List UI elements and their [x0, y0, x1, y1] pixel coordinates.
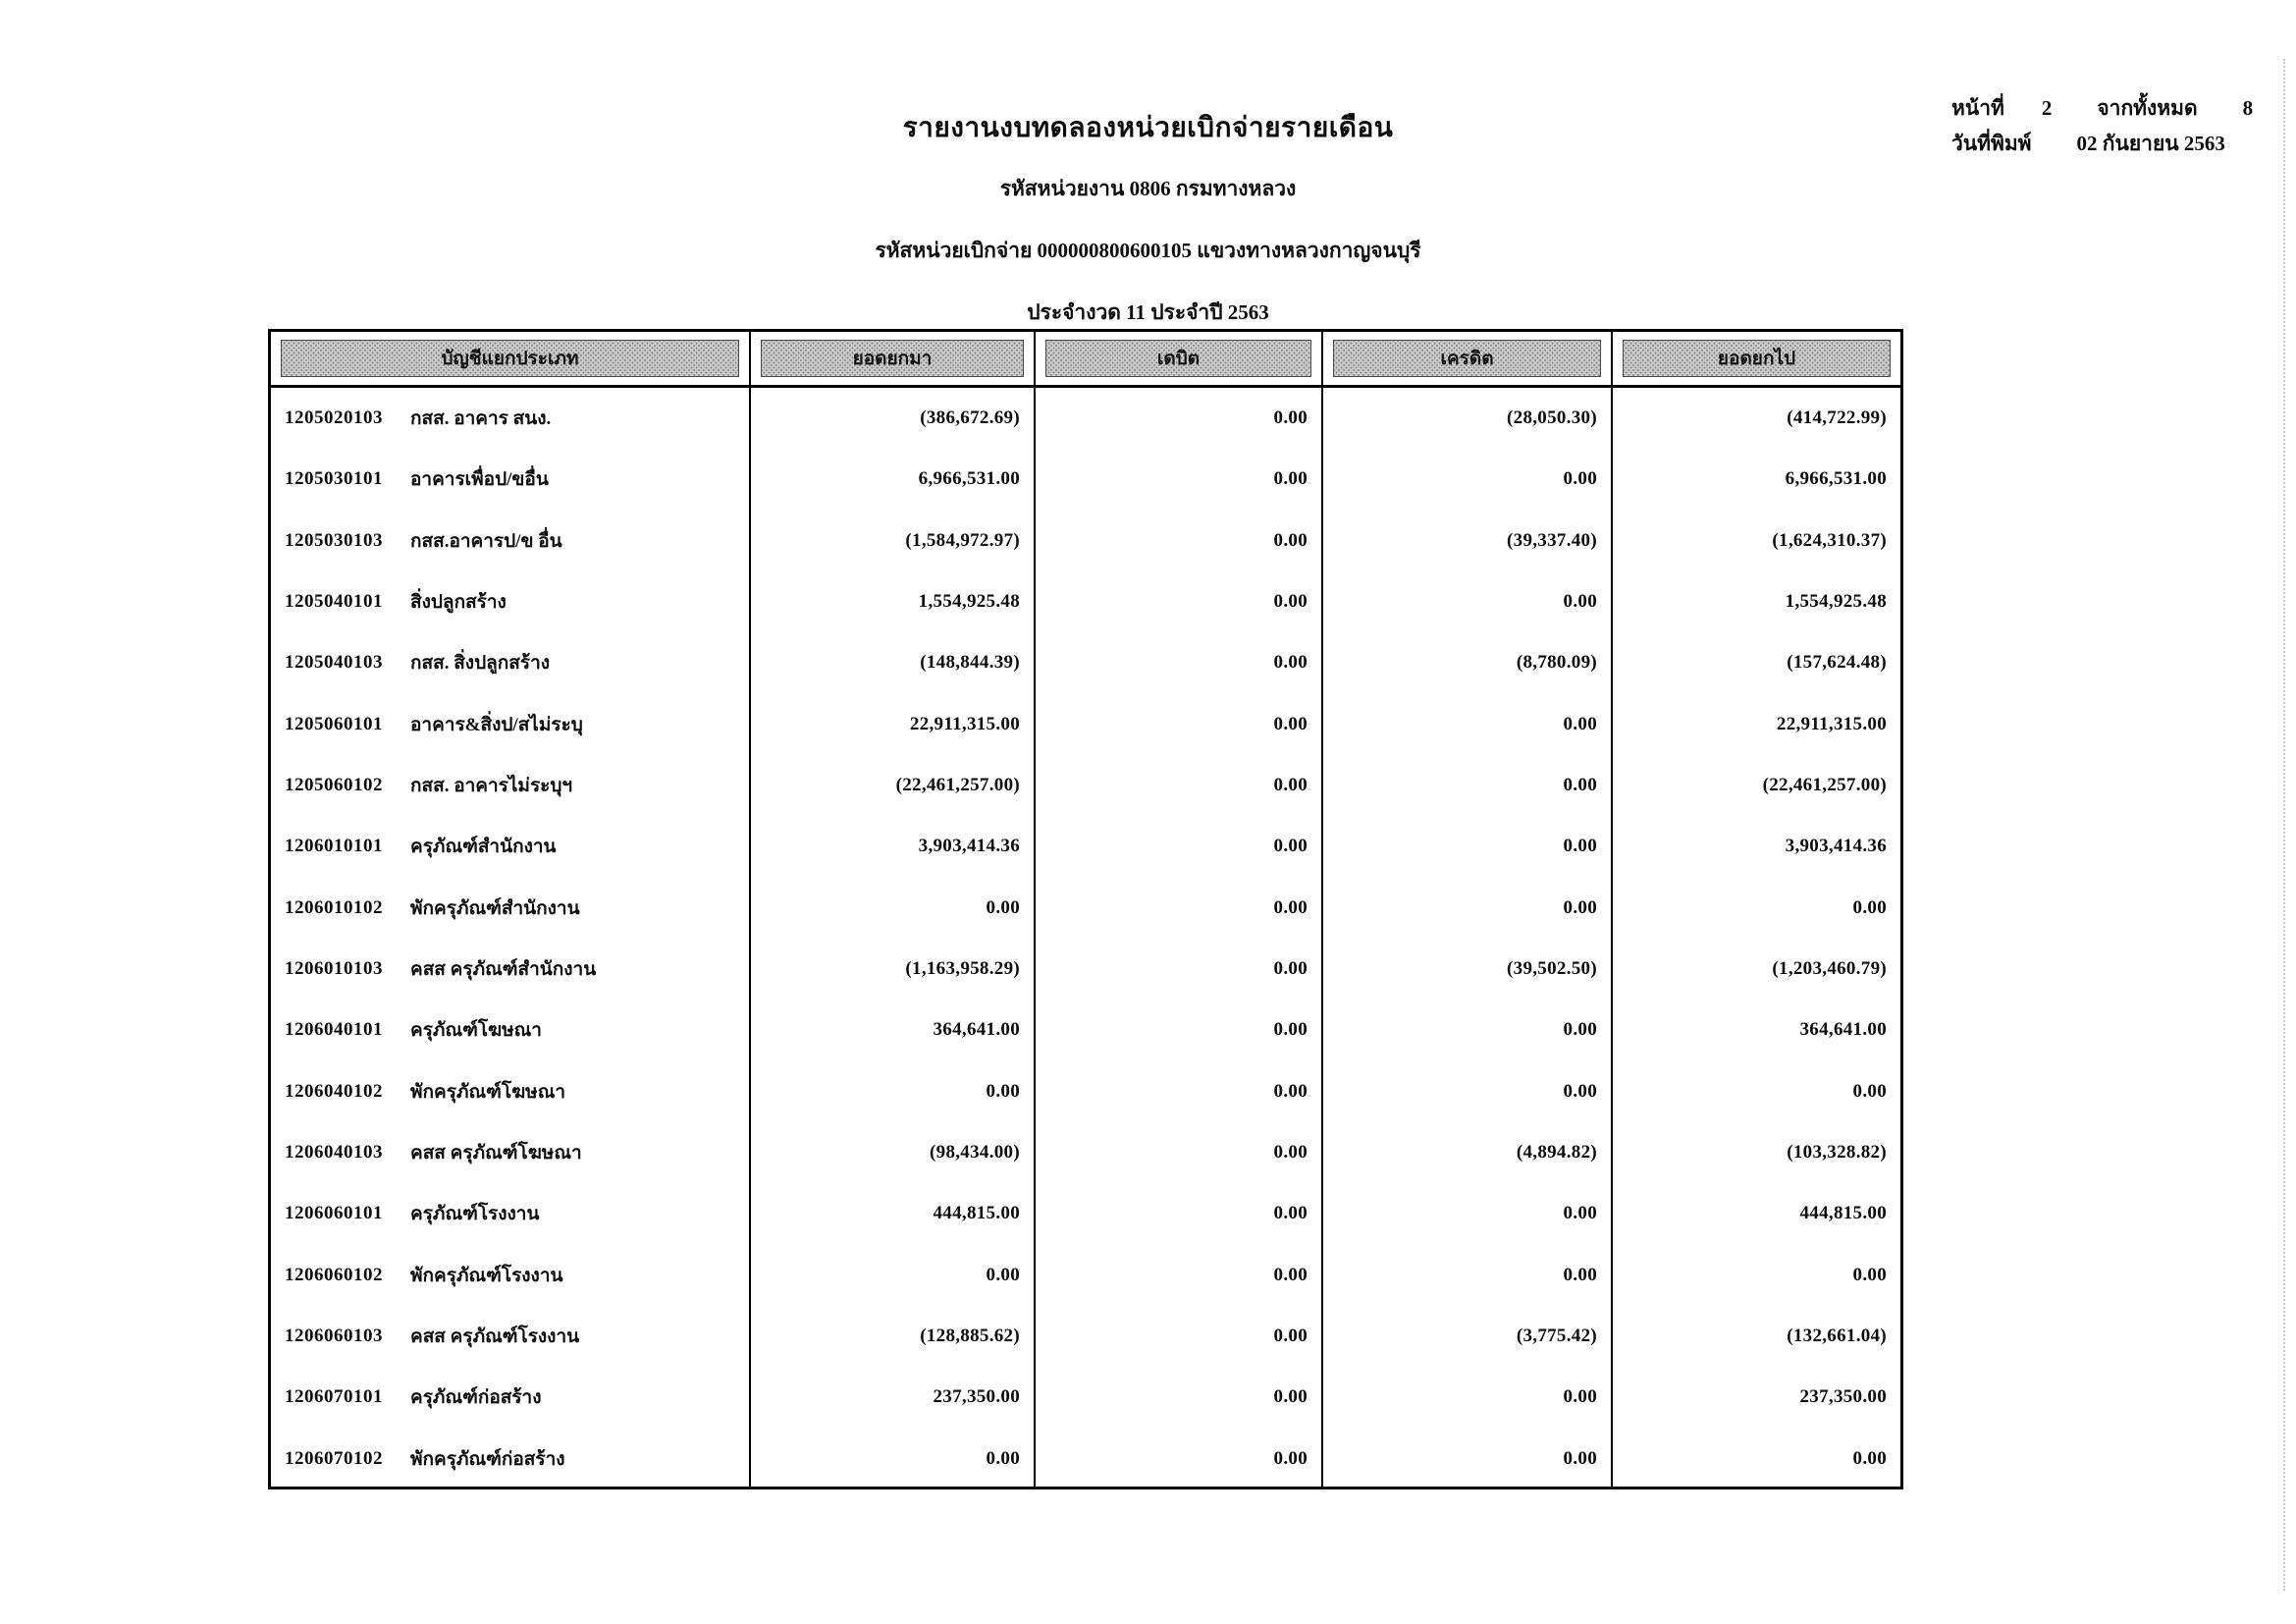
- account-cell: [271, 511, 751, 571]
- debit-value: 0.00: [1036, 388, 1323, 449]
- account-name: คสส ครุภัณฑ์สำนักงาน: [410, 959, 597, 981]
- carry-forward-value: 0.00: [751, 878, 1036, 939]
- account-code: 1206040103: [285, 1142, 383, 1164]
- debit-value: 0.00: [1036, 571, 1323, 632]
- account-name: ครุภัณฑ์ก่อสร้าง: [410, 1387, 542, 1409]
- account-cell: [271, 1000, 751, 1060]
- header-cell-balance: [1613, 332, 1900, 385]
- balance-value: 0.00: [1852, 1264, 1887, 1285]
- account-name: พักครุภัณฑ์โฆษณา: [410, 1081, 565, 1103]
- carry-forward-value: (98,434.00): [751, 1122, 1036, 1183]
- account-code: 1206010101: [285, 836, 383, 857]
- credit-value: (39,337.40): [1323, 511, 1613, 571]
- account-name: อาคาร&สิ่งป/สไม่ระบุ: [410, 714, 583, 735]
- account-code: 1205020103: [285, 407, 383, 429]
- credit-value: 0.00: [1323, 571, 1613, 632]
- header-cell-carry-forward: [751, 332, 1036, 385]
- table-row: [271, 449, 1900, 510]
- balance-value: (1,203,460.79): [1772, 958, 1887, 980]
- account-code: 1205060102: [285, 775, 383, 796]
- page-label: หน้าที่: [1951, 96, 2004, 120]
- debit-value: 0.00: [1036, 1367, 1323, 1428]
- agency-code-line: รหัสหน่วยงาน 0806 กรมทางหลวง: [999, 177, 1297, 200]
- credit-value: 0.00: [1323, 1429, 1613, 1489]
- total-pages-value: 8: [2242, 96, 2254, 120]
- account-cell: [271, 878, 751, 939]
- account-name: อาคารเพื่อป/ขอื่น: [410, 469, 549, 491]
- account-code: 1206060103: [285, 1326, 383, 1347]
- header-cell-credit: [1323, 332, 1613, 385]
- account-name: คสส ครุภัณฑ์โฆษณา: [410, 1143, 582, 1164]
- table-row: [271, 511, 1900, 571]
- credit-value: 0.00: [1323, 1000, 1613, 1060]
- account-name: ครุภัณฑ์โรงงาน: [410, 1204, 540, 1225]
- carry-forward-value: (148,844.39): [751, 632, 1036, 693]
- balance-value: 6,966,531.00: [1785, 468, 1887, 490]
- credit-value: 0.00: [1323, 1245, 1613, 1306]
- table-row: [271, 939, 1900, 1000]
- account-cell: [271, 816, 751, 877]
- carry-forward-value: 6,966,531.00: [751, 449, 1036, 510]
- carry-forward-value: (1,163,958.29): [751, 939, 1036, 1000]
- credit-value: (8,780.09): [1323, 632, 1613, 693]
- carry-forward-value: 3,903,414.36: [751, 816, 1036, 877]
- debit-value: 0.00: [1036, 755, 1323, 816]
- column-header-debit: เดบิต: [1045, 340, 1311, 377]
- balance-value: (414,722.99): [1787, 407, 1887, 429]
- debit-value: 0.00: [1036, 511, 1323, 571]
- account-name: พักครุภัณฑ์สำนักงาน: [410, 897, 580, 919]
- table-row: [271, 1367, 1900, 1428]
- account-code: 1205060101: [285, 713, 383, 734]
- table-row: [271, 1245, 1900, 1306]
- table-row: [271, 694, 1900, 755]
- carry-forward-value: 364,641.00: [751, 1000, 1036, 1060]
- credit-value: 0.00: [1323, 1183, 1613, 1244]
- account-cell: [271, 939, 751, 1000]
- account-name: ครุภัณฑ์สำนักงาน: [410, 837, 557, 858]
- debit-value: 0.00: [1036, 939, 1323, 1000]
- carry-forward-value: 444,815.00: [751, 1183, 1036, 1244]
- total-pages-label: จากทั้งหมด: [2097, 96, 2198, 120]
- column-header-credit: เครดิต: [1333, 340, 1601, 377]
- account-cell: [271, 1122, 751, 1183]
- debit-value: 0.00: [1036, 632, 1323, 693]
- carry-forward-value: 0.00: [751, 1245, 1036, 1306]
- debit-value: 0.00: [1036, 1000, 1323, 1060]
- credit-value: 0.00: [1323, 1061, 1613, 1122]
- carry-forward-value: (128,885.62): [751, 1306, 1036, 1367]
- account-name: กสส.อาคารป/ข อื่น: [410, 530, 562, 552]
- account-code: 1205030101: [285, 468, 383, 490]
- account-code: 1206070101: [285, 1386, 383, 1408]
- print-date-value: 02 กันยายน 2563: [2076, 132, 2225, 155]
- balance-value: 444,815.00: [1799, 1203, 1887, 1224]
- table-row: [271, 878, 1900, 939]
- carry-forward-value: 0.00: [751, 1429, 1036, 1489]
- account-cell: [271, 571, 751, 632]
- account-code: 1205040101: [285, 591, 383, 613]
- credit-value: (39,502.50): [1323, 939, 1613, 1000]
- debit-value: 0.00: [1036, 878, 1323, 939]
- account-name: สิ่งปลูกสร้าง: [410, 592, 507, 614]
- carry-forward-value: 0.00: [751, 1061, 1036, 1122]
- account-code: 1205040103: [285, 652, 383, 674]
- account-code: 1206040101: [285, 1019, 383, 1041]
- debit-value: 0.00: [1036, 1122, 1323, 1183]
- account-code: 1206060102: [285, 1264, 383, 1285]
- carry-forward-value: (386,672.69): [751, 388, 1036, 449]
- account-name: พักครุภัณฑ์โรงงาน: [410, 1265, 563, 1286]
- page-number: 2: [2041, 96, 2053, 120]
- table-row: [271, 571, 1900, 632]
- account-name: พักครุภัณฑ์ก่อสร้าง: [410, 1448, 565, 1470]
- credit-value: 0.00: [1323, 878, 1613, 939]
- account-name: กสส. อาคารไม่ระบุฯ: [410, 776, 573, 797]
- debit-value: 0.00: [1036, 1306, 1323, 1367]
- table-row: [271, 1122, 1900, 1183]
- account-cell: [271, 1061, 751, 1122]
- balance-value: 22,911,315.00: [1776, 713, 1887, 734]
- print-date-label: วันที่พิมพ์: [1951, 132, 2032, 155]
- header-cell-account: [271, 332, 751, 385]
- balance-value: (1,624,310.37): [1772, 529, 1887, 551]
- column-header-account: บัญชีแยกประเภท: [281, 340, 739, 377]
- debit-value: 0.00: [1036, 1245, 1323, 1306]
- account-code: 1206040102: [285, 1080, 383, 1102]
- carry-forward-value: 22,911,315.00: [751, 694, 1036, 755]
- balance-value: 364,641.00: [1799, 1019, 1887, 1041]
- account-cell: [271, 755, 751, 816]
- scan-artifact-line: [2283, 59, 2285, 1591]
- carry-forward-value: (1,584,972.97): [751, 511, 1036, 571]
- credit-value: 0.00: [1323, 694, 1613, 755]
- carry-forward-value: 237,350.00: [751, 1367, 1036, 1428]
- balance-value: (22,461,257.00): [1762, 775, 1887, 796]
- account-code: 1206060101: [285, 1203, 383, 1224]
- carry-forward-value: 1,554,925.48: [751, 571, 1036, 632]
- table-row: [271, 1183, 1900, 1244]
- balance-value: 0.00: [1852, 896, 1887, 918]
- account-name: กสส. สิ่งปลูกสร้าง: [410, 653, 551, 675]
- balance-value: 3,903,414.36: [1785, 836, 1887, 857]
- carry-forward-value: (22,461,257.00): [751, 755, 1036, 816]
- table-row: [271, 755, 1900, 816]
- trial-balance-table: [268, 329, 1903, 1489]
- account-cell: [271, 1367, 751, 1428]
- credit-value: (3,775.42): [1323, 1306, 1613, 1367]
- account-name: คสส ครุภัณฑ์โรงงาน: [410, 1326, 580, 1348]
- debit-value: 0.00: [1036, 816, 1323, 877]
- account-cell: [271, 1245, 751, 1306]
- balance-value: (132,661.04): [1787, 1326, 1887, 1347]
- account-cell: [271, 1183, 751, 1244]
- account-name: กสส. อาคาร สนง.: [410, 408, 552, 430]
- credit-value: (4,894.82): [1323, 1122, 1613, 1183]
- balance-value: 0.00: [1852, 1447, 1887, 1469]
- balance-value: (157,624.48): [1787, 652, 1887, 674]
- credit-value: (28,050.30): [1323, 388, 1613, 449]
- disbursing-unit-line: รหัสหน่วยเบิกจ่าย 000000800600105 แขวงทางหลวงกาญจนบุรี: [875, 239, 1421, 262]
- header-cell-debit: [1036, 332, 1323, 385]
- table-row: [271, 1429, 1900, 1489]
- table-row: [271, 632, 1900, 693]
- account-code: 1206070102: [285, 1447, 383, 1469]
- column-header-carry-forward: ยอดยกมา: [761, 340, 1024, 377]
- debit-value: 0.00: [1036, 1183, 1323, 1244]
- account-code: 1206010103: [285, 958, 383, 980]
- column-header-balance: ยอดยกไป: [1623, 340, 1891, 377]
- period-line: ประจำงวด 11 ประจำปี 2563: [1027, 300, 1269, 324]
- debit-value: 0.00: [1036, 1061, 1323, 1122]
- table-body: [271, 388, 1900, 1487]
- account-cell: [271, 1429, 751, 1489]
- debit-value: 0.00: [1036, 694, 1323, 755]
- account-name: ครุภัณฑ์โฆษณา: [410, 1020, 542, 1042]
- table-row: [271, 1000, 1900, 1060]
- account-cell: [271, 1306, 751, 1367]
- account-code: 1206010102: [285, 896, 383, 918]
- table-header-row: [271, 332, 1900, 388]
- account-code: 1205030103: [285, 529, 383, 551]
- account-cell: [271, 694, 751, 755]
- debit-value: 0.00: [1036, 449, 1323, 510]
- debit-value: 0.00: [1036, 1429, 1323, 1489]
- balance-value: 1,554,925.48: [1785, 591, 1887, 613]
- credit-value: 0.00: [1323, 816, 1613, 877]
- report-title: รายงานงบทดลองหน่วยเบิกจ่ายรายเดือน: [902, 113, 1394, 143]
- balance-value: 237,350.00: [1799, 1386, 1887, 1408]
- table-row: [271, 816, 1900, 877]
- account-cell: [271, 388, 751, 449]
- report-heading: [0, 106, 2296, 329]
- credit-value: 0.00: [1323, 449, 1613, 510]
- account-cell: [271, 449, 751, 510]
- table-row: [271, 1306, 1900, 1367]
- balance-value: 0.00: [1852, 1080, 1887, 1102]
- credit-value: 0.00: [1323, 755, 1613, 816]
- table-row: [271, 388, 1900, 449]
- balance-value: (103,328.82): [1787, 1142, 1887, 1164]
- account-cell: [271, 632, 751, 693]
- table-row: [271, 1061, 1900, 1122]
- credit-value: 0.00: [1323, 1367, 1613, 1428]
